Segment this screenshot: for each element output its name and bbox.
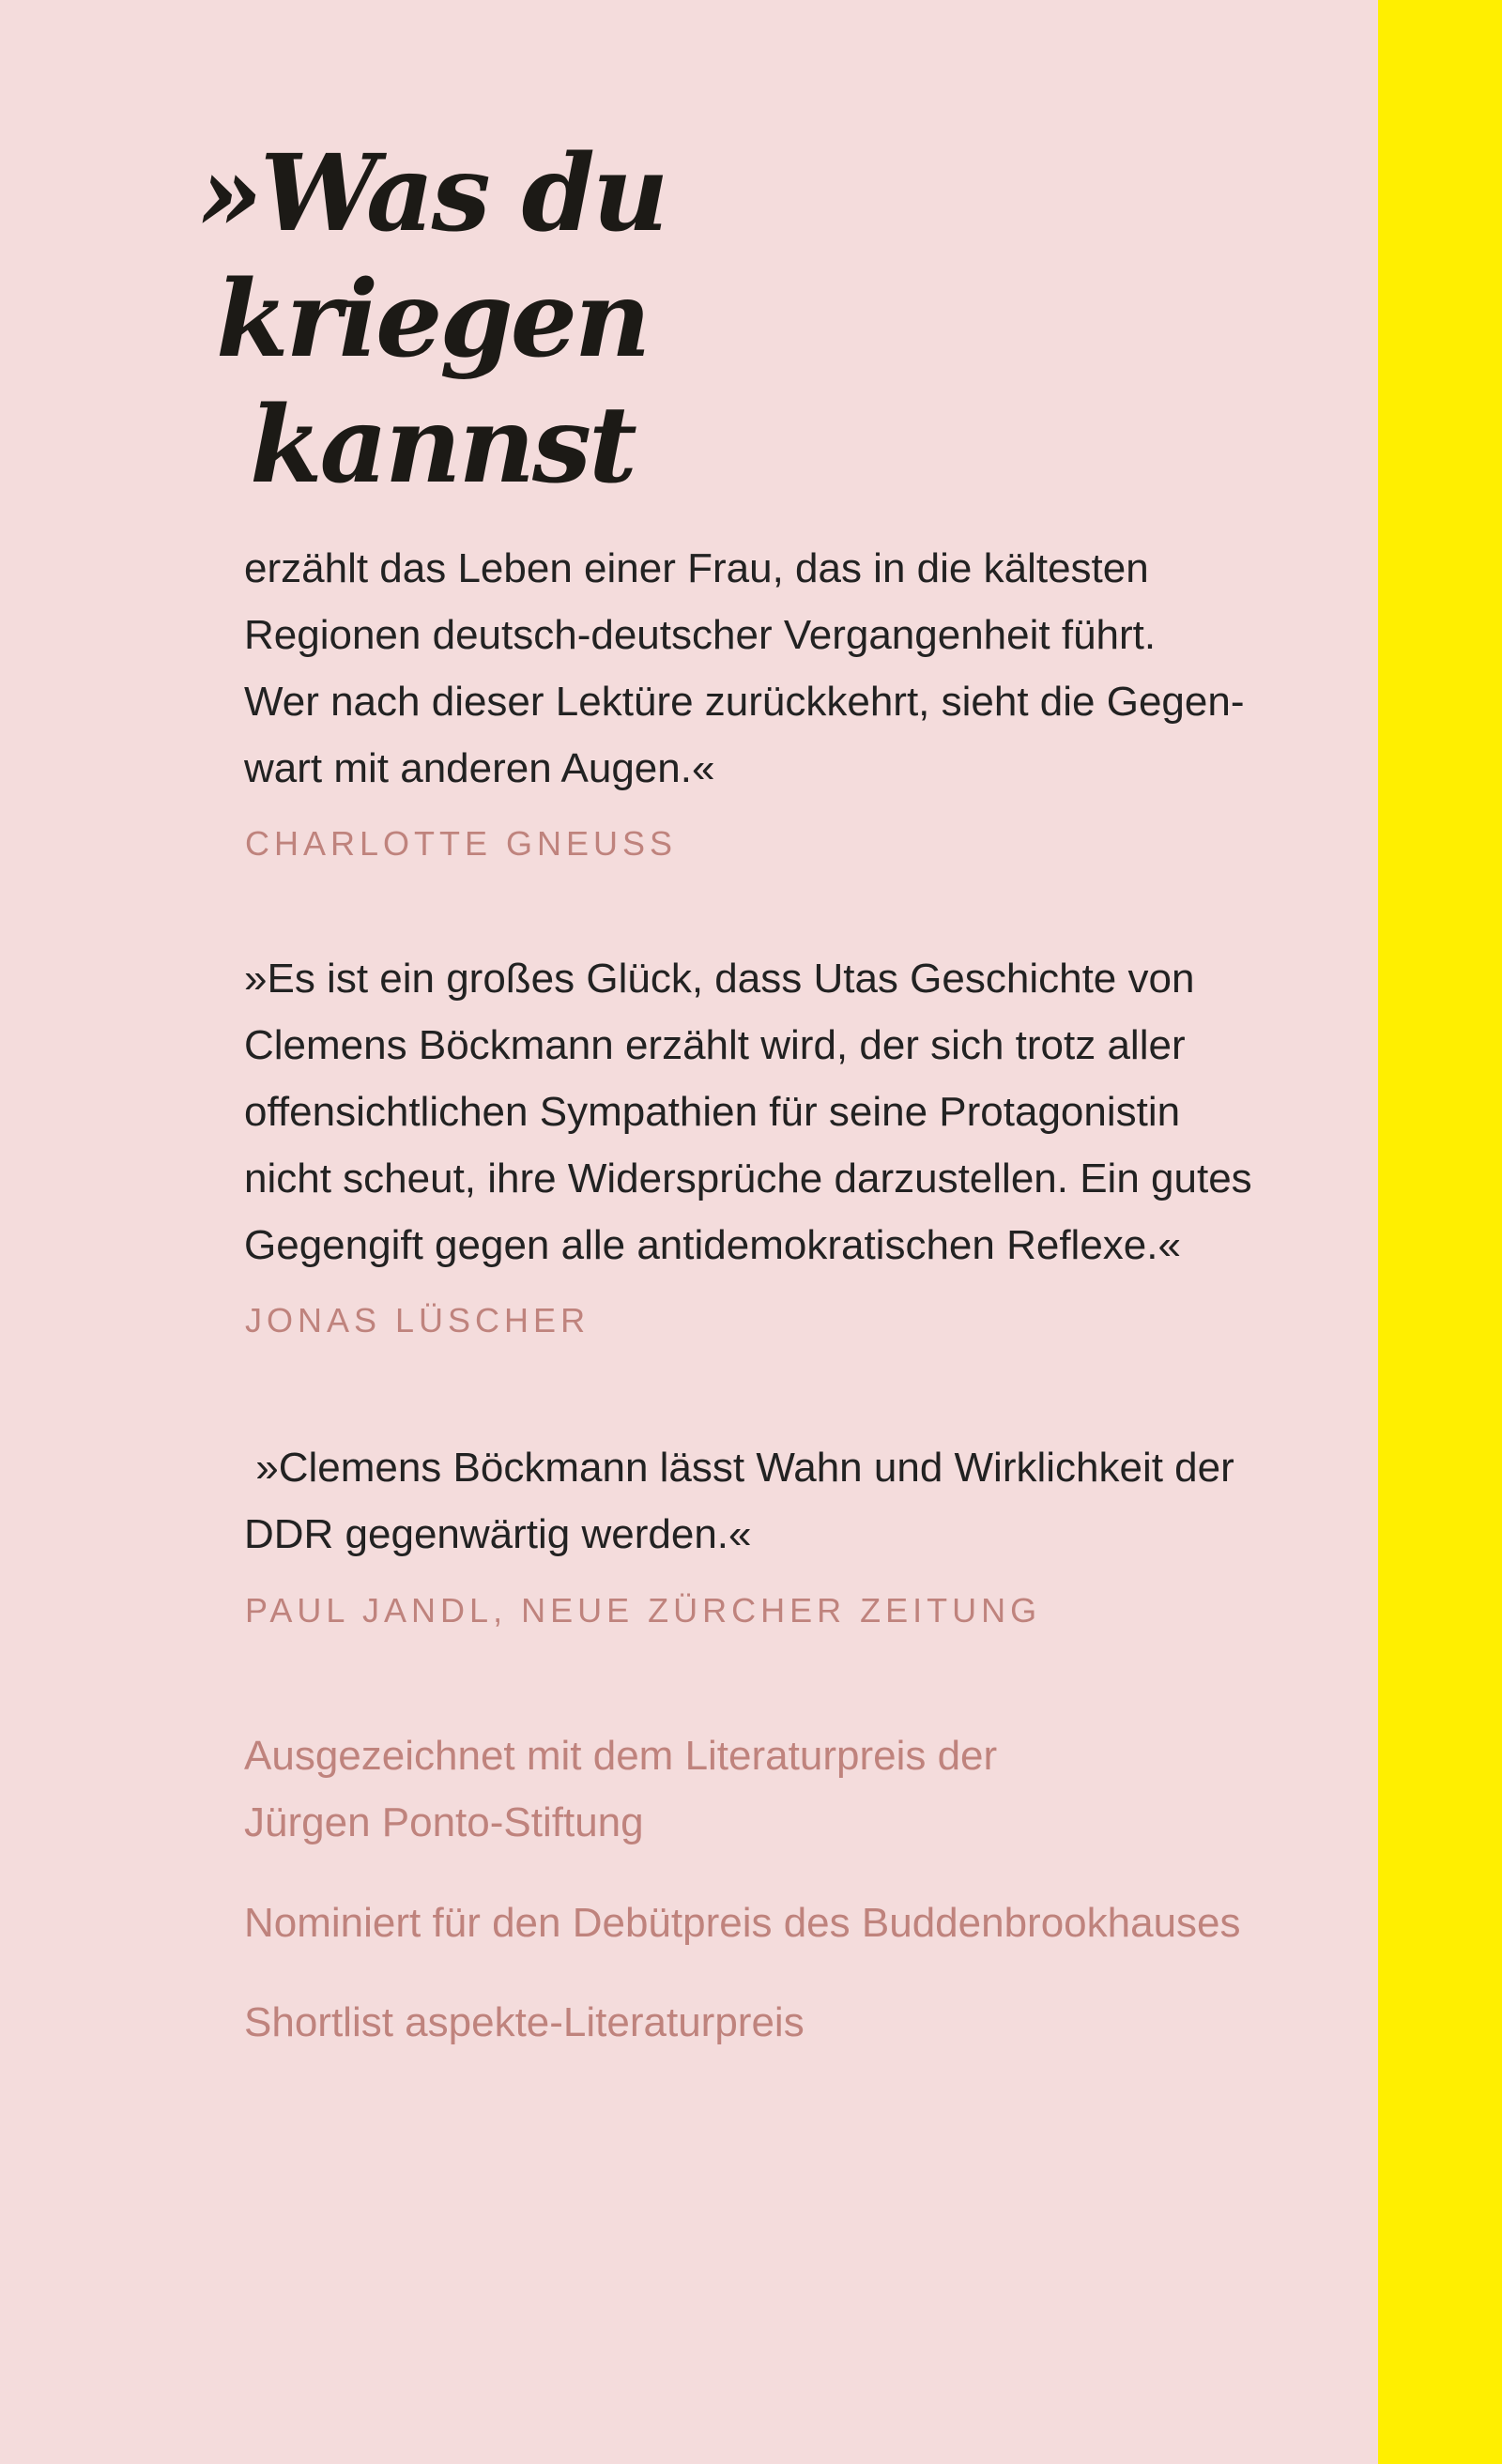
quote-1-line: erzählt das Leben einer Frau, das in die kältesten: [244, 545, 1149, 591]
quote-2-line: Gegengift gegen alle antidemokratischen Reflexe.«: [244, 1222, 1181, 1268]
quote-author-3: PAUL JANDL, NEUE ZÜRCHER ZEITUNG: [245, 1591, 1042, 1630]
quote-text-2: [244, 945, 1333, 1278]
award-3-line: Shortlist aspekte-Literaturpreis: [244, 1999, 805, 2045]
quote-3-line: »Clemens Böckmann lässt Wahn und Wirklichkeit der: [244, 1445, 1234, 1491]
quote-1-line: Regionen deutsch-deutscher Vergangenheit führt.: [244, 612, 1157, 658]
quote-2-line: »Es ist ein großes Glück, dass Utas Geschichte von: [244, 956, 1195, 1002]
headline-title: [197, 131, 666, 509]
award-1-line: Jürgen Ponto-Stiftung: [244, 1799, 644, 1845]
quote-text-1: [244, 535, 1333, 802]
headline-line-1: »Was du: [197, 132, 667, 255]
quote-1-line: Wer nach dieser Lektüre zurückkehrt, sieht die Gegen-: [244, 679, 1245, 725]
quote-2-line: offensichtlichen Sympathien für seine Protagonistin: [244, 1089, 1181, 1135]
award-1-line: Ausgezeichnet mit dem Literaturpreis der: [244, 1733, 998, 1779]
quote-2-line: nicht scheut, ihre Widersprüche darzustellen. Ein gutes: [244, 1155, 1252, 1201]
award-2: [244, 1890, 1241, 1956]
headline-line-3: kannst: [250, 384, 635, 507]
quote-2-line: Clemens Böckmann erzählt wird, der sich trotz aller: [244, 1022, 1186, 1068]
award-3: [244, 1989, 805, 2056]
yellow-spine-strip: [1378, 0, 1502, 2464]
quote-author-2: JONAS LÜSCHER: [245, 1301, 590, 1339]
award-2-line: Nominiert für den Debütpreis des Buddenbrookhauses: [244, 1900, 1241, 1946]
quote-3-line: DDR gegenwärtig werden.«: [244, 1511, 752, 1557]
quote-author-1: CHARLOTTE GNEUSS: [245, 824, 678, 863]
quote-1-line: wart mit anderen Augen.«: [244, 745, 715, 791]
award-1: [244, 1722, 997, 1856]
headline-line-2: kriegen: [216, 258, 649, 381]
quote-text-3: [244, 1434, 1333, 1568]
